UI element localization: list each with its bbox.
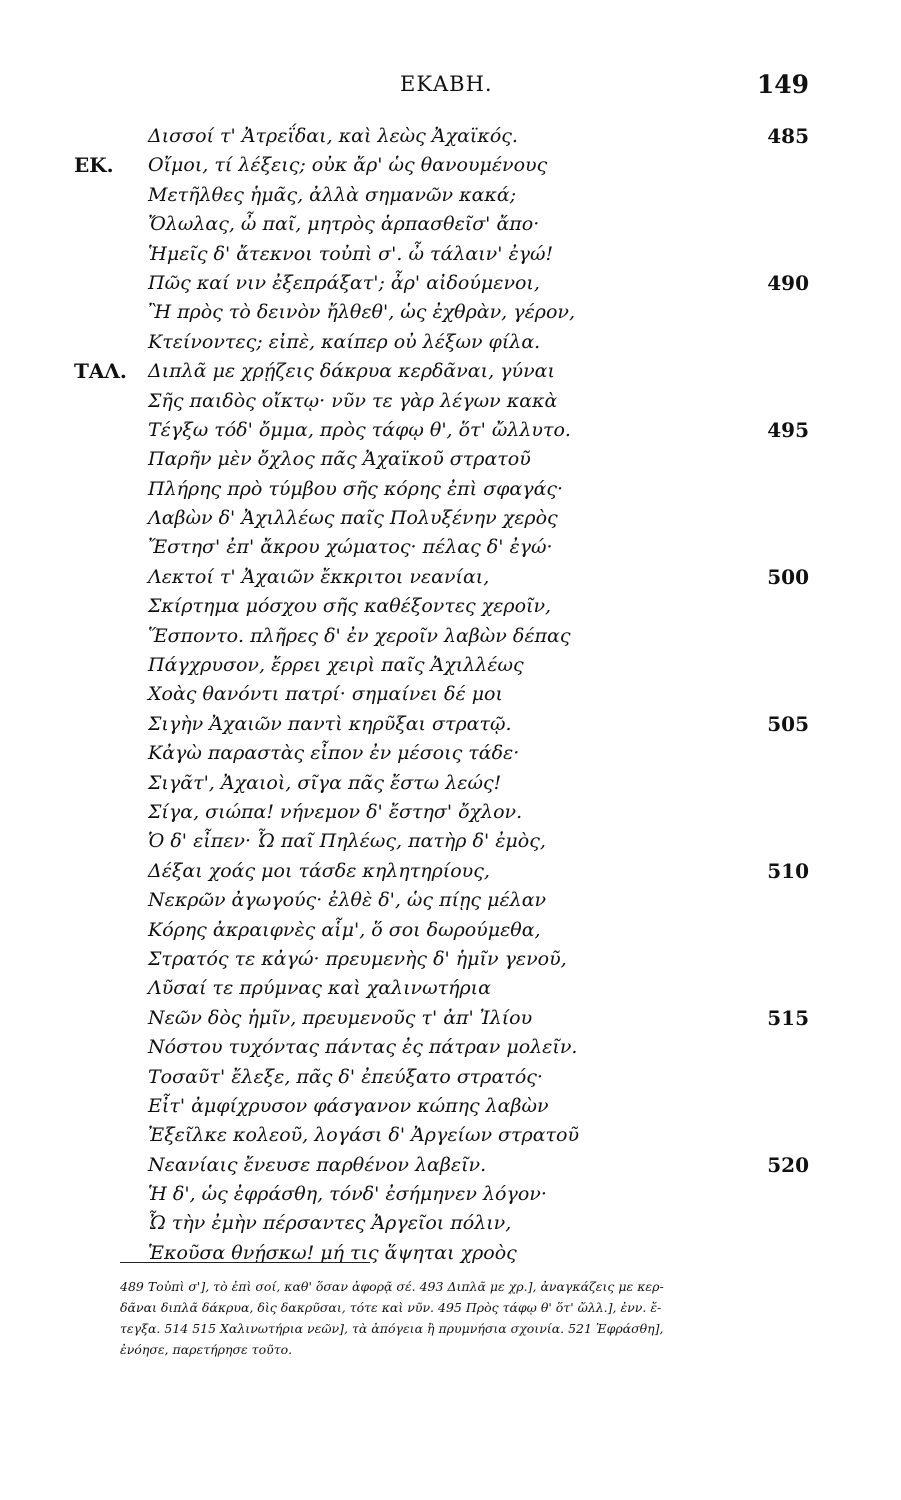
- verse-line: [0, 563, 901, 592]
- verse-line: [0, 269, 901, 298]
- verse-text: Ἑκοῦσα θνῄσκω! μή τις ἅψηται χροὸς: [148, 1241, 517, 1264]
- verse-line: [0, 651, 901, 680]
- verse-text: Λαβὼν δ' Ἀχιλλέως παῖς Πολυξένην χερὸς: [148, 507, 558, 530]
- line-number: 505: [767, 711, 809, 736]
- verse-text: Ἡ δ', ὡς ἐφράσθη, τόνδ' ἐσήμηνεν λόγον·: [148, 1183, 547, 1206]
- verse-line: [0, 210, 901, 239]
- verse-text: Σκίρτημα μόσχου σῆς καθέξοντες χεροῖν,: [148, 595, 552, 618]
- verse-line: [0, 387, 901, 416]
- footnote-line: δᾶναι διπλᾶ δάκρυα, δὶς δακρῦσαι, τότε καὶ νῦν. 495 Πρὸς τάφῳ θ' ὅτ' ὤλλ.], ἐνν. ἔ-: [120, 1300, 662, 1315]
- verse-text: Οἴμοι, τί λέξεις; οὐκ ἄρ' ὡς θανουμένους: [148, 154, 548, 177]
- verse-text: Σίγα, σιώπα! νήνεμον δ' ἔστησ' ὄχλον.: [148, 800, 523, 823]
- verse-text: Κόρης ἀκραιφνὲς αἷμ', ὅ σοι δωρούμεθα,: [148, 918, 541, 941]
- verse-text: Σιγᾶτ', Ἀχαιοὶ, σῖγα πᾶς ἔστω λεώς!: [148, 771, 502, 794]
- verse-line: [0, 445, 901, 474]
- verse-line: [0, 181, 901, 210]
- line-number: 490: [767, 270, 809, 295]
- verse-line: [0, 328, 901, 357]
- verse-text: Δισσοί τ' Ἀτρεΐδαι, καὶ λεὼς Ἀχαϊκός.: [148, 125, 518, 147]
- verse-text: Στρατός τε κἀγώ· πρευμενὴς δ' ἡμῖν γενοῦ,: [148, 947, 567, 970]
- verse-text: Λῦσαί τε πρύμνας καὶ χαλινωτήρια: [148, 977, 491, 1000]
- verse-line: [0, 974, 901, 1003]
- verse-text: Νεανίαις ἔνευσε παρθένον λαβεῖν.: [148, 1153, 487, 1176]
- verse-text: Διπλᾶ με χρῄζεις δάκρυα κερδᾶναι, γύναι: [148, 360, 555, 383]
- verse-text: Ἡμεῖς δ' ἄτεκνοι τοὐπὶ σ'. ὦ τάλαιν' ἐγώ!: [148, 242, 554, 265]
- verse-line: [0, 1033, 901, 1062]
- line-number: 515: [767, 1005, 809, 1030]
- verse-text: Λεκτοί τ' Ἀχαιῶν ἔκκριτοι νεανίαι,: [148, 565, 490, 588]
- verse-line: [0, 1151, 901, 1180]
- footnote-line: 489 Τοὐπὶ σ'], τὸ ἐπὶ σοί, καθ' ὅσαν ἀφορᾷ σέ. 493 Διπλᾶ με χρ.], ἀναγκάζεις με κερ-: [120, 1279, 664, 1294]
- verse-text: Ἢ πρὸς τὸ δεινὸν ἤλθεθ', ὡς ἐχθρὰν, γέρον,: [148, 301, 575, 324]
- verse-text: Κτείνοντες; εἰπὲ, καίπερ οὐ λέξων φίλα.: [148, 330, 541, 353]
- verse-line: [0, 475, 901, 504]
- verse-line: [0, 739, 901, 768]
- verse-text: Πάγχρυσον, ἔρρει χειρὶ παῖς Ἀχιλλέως: [148, 654, 524, 677]
- verse-line: [0, 680, 901, 709]
- line-number: 500: [767, 564, 809, 589]
- verse-line: [0, 504, 901, 533]
- verse-line: [0, 122, 901, 151]
- footnote-line: τεγξα. 514 515 Χαλινωτήρια νεῶν], τὰ ἀπόγεια ἢ πρυμνήσια σχοινία. 521 Ἐφράσθη],: [120, 1321, 664, 1336]
- line-number: 495: [767, 417, 809, 442]
- verse-block: [0, 122, 901, 1268]
- verse-line: [0, 533, 901, 562]
- verse-line: [0, 857, 901, 886]
- verse-line: [0, 240, 901, 269]
- verse-text: Εἶτ' ἀμφίχρυσον φάσγανον κώπης λαβὼν: [148, 1094, 549, 1117]
- line-number: 510: [767, 858, 809, 883]
- verse-text: Κἀγὼ παραστὰς εἶπον ἐν μέσοις τάδε·: [148, 742, 520, 765]
- verse-text: Νόστου τυχόντας πάντας ἐς πάτραν μολεῖν.: [148, 1036, 578, 1059]
- verse-text: Νεῶν δὸς ἡμῖν, πρευμενοῦς τ' ἀπ' Ἰλίου: [148, 1006, 533, 1029]
- verse-text: Ἕσποντο. πλῆρες δ' ἐν χεροῖν λαβὼν δέπας: [148, 624, 571, 647]
- speaker-label: ΤΑΛ.: [74, 359, 127, 384]
- verse-line: [0, 1092, 901, 1121]
- verse-text: Ὦ τὴν ἐμὴν πέρσαντες Ἀργεῖοι πόλιν,: [148, 1212, 512, 1235]
- line-number: 485: [767, 124, 809, 148]
- verse-line: [0, 1063, 901, 1092]
- verse-text: Σιγὴν Ἀχαιῶν παντὶ κηρῦξαι στρατῷ.: [148, 712, 512, 735]
- verse-line: [0, 622, 901, 651]
- verse-text: Σῆς παιδὸς οἴκτῳ· νῦν τε γὰρ λέγων κακὰ: [148, 389, 558, 412]
- verse-line: [0, 1180, 901, 1209]
- line-number: 520: [767, 1152, 809, 1177]
- verse-text: Ὄλωλας, ὦ παῖ, μητρὸς ἁρπασθεῖσ' ἄπο·: [148, 213, 540, 236]
- footnotes-block: [120, 1276, 810, 1360]
- verse-line: [0, 798, 901, 827]
- verse-text: Πῶς καί νιν ἐξεπράξατ'; ἆρ' αἰδούμενοι,: [148, 271, 540, 294]
- verse-text: Χοὰς θανόντι πατρί· σημαίνει δέ μοι: [148, 683, 503, 706]
- verse-line: [0, 1209, 901, 1238]
- verse-line: [0, 357, 901, 386]
- running-head: [0, 72, 901, 106]
- verse-line: [0, 916, 901, 945]
- running-title: ΕΚΑΒΗ.: [400, 72, 493, 96]
- verse-text: Μετῆλθες ἡμᾶς, ἀλλὰ σημανῶν κακά;: [148, 183, 517, 206]
- verse-line: [0, 710, 901, 739]
- footnote-line: ἐνόησε, παρετήρησε τοῦτο.: [120, 1342, 293, 1357]
- verse-line: [0, 592, 901, 621]
- verse-text: Τοσαῦτ' ἔλεξε, πᾶς δ' ἐπεύξατο στρατός·: [148, 1065, 543, 1088]
- speaker-label: ΕΚ.: [74, 153, 114, 178]
- verse-line: [0, 1239, 901, 1268]
- verse-text: Νεκρῶν ἀγωγούς· ἐλθὲ δ', ὡς πίῃς μέλαν: [148, 889, 547, 912]
- verse-line: [0, 416, 901, 445]
- verse-text: Ἐξεῖλκε κολεοῦ, λογάσι δ' Ἀργείων στρατοῦ: [148, 1124, 580, 1147]
- verse-text: Ἔστησ' ἐπ' ἄκρου χώματος· πέλας δ' ἐγώ·: [148, 536, 553, 559]
- verse-line: [0, 1004, 901, 1033]
- verse-text: Παρῆν μὲν ὄχλος πᾶς Ἀχαϊκοῦ στρατοῦ: [148, 448, 531, 471]
- verse-text: Τέγξω τόδ' ὄμμα, πρὸς τάφῳ θ', ὅτ' ὤλλυτο.: [148, 418, 571, 441]
- verse-line: [0, 886, 901, 915]
- verse-text: Πλήρης πρὸ τύμβου σῆς κόρης ἐπὶ σφαγάς·: [148, 477, 564, 500]
- verse-line: [0, 945, 901, 974]
- verse-line: [0, 298, 901, 327]
- footnote-rule: [120, 1262, 370, 1263]
- verse-text: Δέξαι χοάς μοι τάσδε κηλητηρίους,: [148, 859, 490, 882]
- verse-line: [0, 151, 901, 180]
- verse-line: [0, 769, 901, 798]
- verse-text: Ὁ δ' εἶπεν· Ὦ παῖ Πηλέως, πατὴρ δ' ἐμὸς,: [148, 830, 546, 853]
- page-number: 149: [756, 70, 809, 99]
- verse-line: [0, 827, 901, 856]
- verse-line: [0, 1121, 901, 1150]
